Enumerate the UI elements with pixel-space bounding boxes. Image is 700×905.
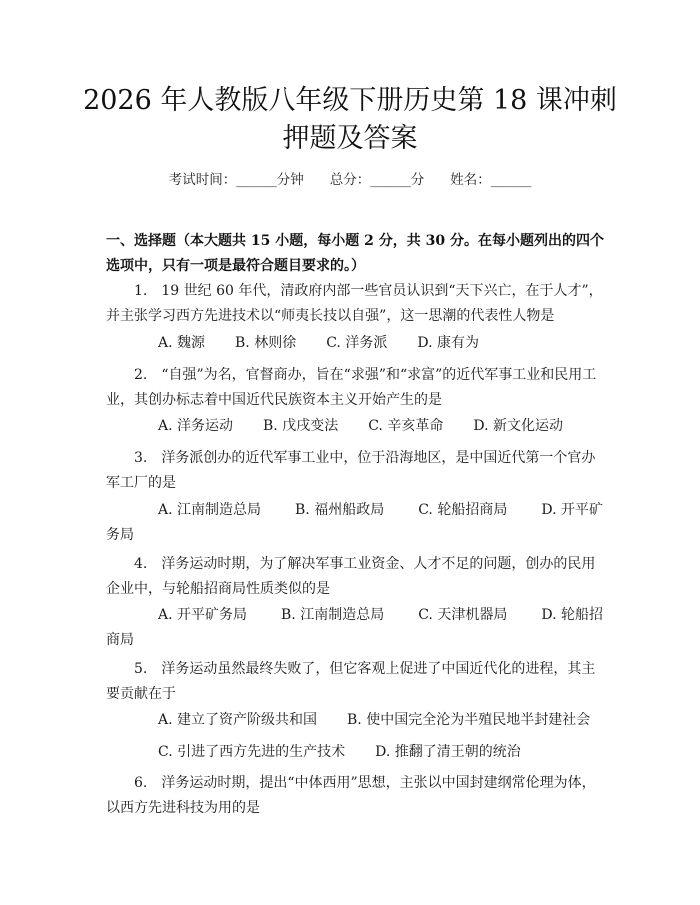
question-4-stem: 4. 洋务运动时期，为了解决军事工业资金、人才不足的问题，创办的民用企业中，与轮船招商局性质类似的是 [106,556,596,597]
question-1-stem: 1. 19 世纪 60 年代，清政府内部一些官员认识到“天下兴亡，在于人才”，并主张学习西方先进技术以“师夷长技以自强”，这一思潮的代表性人物是 [106,283,603,324]
question-5-stem: 5. 洋务运动虽然最终失败了，但它客观上促进了中国近代化的进程，其主要贡献在于 [106,661,596,702]
question-3-option-d: D. 开平矿务局 [106,502,603,543]
question-1-option-d: D. 康有为 [417,335,479,351]
question-4-option-b: B. 江南制造总局 [281,607,385,623]
question-1-option-b: B. 林则徐 [235,335,297,351]
question-5-option-b: B. 使中国完全沦为半殖民地半封建社会 [347,712,591,728]
question-4-option-c: C. 天津机器局 [418,607,508,623]
question-2-options [106,414,606,439]
question-1-option-c: C. 洋务派 [326,335,388,351]
question-2-option-b: B. 戊戌变法 [263,418,339,434]
question-3-option-b: B. 福州船政局 [295,502,385,518]
page-title [80,82,620,158]
question-5-option-a: A. 建立了资产阶级共和国 [158,712,318,728]
question-2-option-a: A. 洋务运动 [158,418,234,434]
question-5-option-d: D. 推翻了清王朝的统治 [375,744,521,760]
question-3-option-c: C. 轮船招商局 [418,502,508,518]
question-2-option-d: D. 新文化运动 [473,418,563,434]
question-3-stem: 3. 洋务派创办的近代军事工业中，位于沿海地区，是中国近代第一个官办军工厂的是 [106,450,596,491]
question-4-options [106,603,606,653]
question-4-option-d: D. 轮船招商局 [106,607,603,648]
question-4-option-a: A. 开平矿务局 [158,607,248,623]
exam-meta [0,168,700,188]
question-5-option-c: C. 引进了西方先进的生产技术 [158,744,346,760]
question-5-options-row-2 [106,740,606,765]
question-6-stem: 6. 洋务运动时期，提出“中体西用”思想，主张以中国封建纲常伦理为体，以西方先进科技为用的是 [106,775,596,816]
title-line-1: 2026 年人教版八年级下册历史第 18 课冲刺 [83,85,617,116]
question-2-option-c: C. 辛亥革命 [368,418,444,434]
question-5-options-row-1 [106,708,606,733]
question-3-options [106,498,606,548]
question-1-options [106,331,606,356]
question-2-stem: 2. “自强”为名，官督商办，旨在“求强”和“求富”的近代军事工业和民用工业，其创办标志着中国近代民族资本主义开始产生的是 [106,367,597,408]
exam-time: 考试时间：______分钟 [168,172,304,188]
question-3-option-a: A. 江南制造总局 [158,502,262,518]
exam-score: 总分：______分 [329,172,425,188]
title-line-2: 押题及答案 [282,123,418,154]
question-1-option-a: A. 魏源 [158,335,206,351]
section-heading: 一、选择题（本大题共 15 小题，每小题 2 分，共 30 分。在每小题列出的四个选项中，只有一项是最符合题目要求的。） [106,233,604,274]
student-name: 姓名：______ [450,172,532,188]
